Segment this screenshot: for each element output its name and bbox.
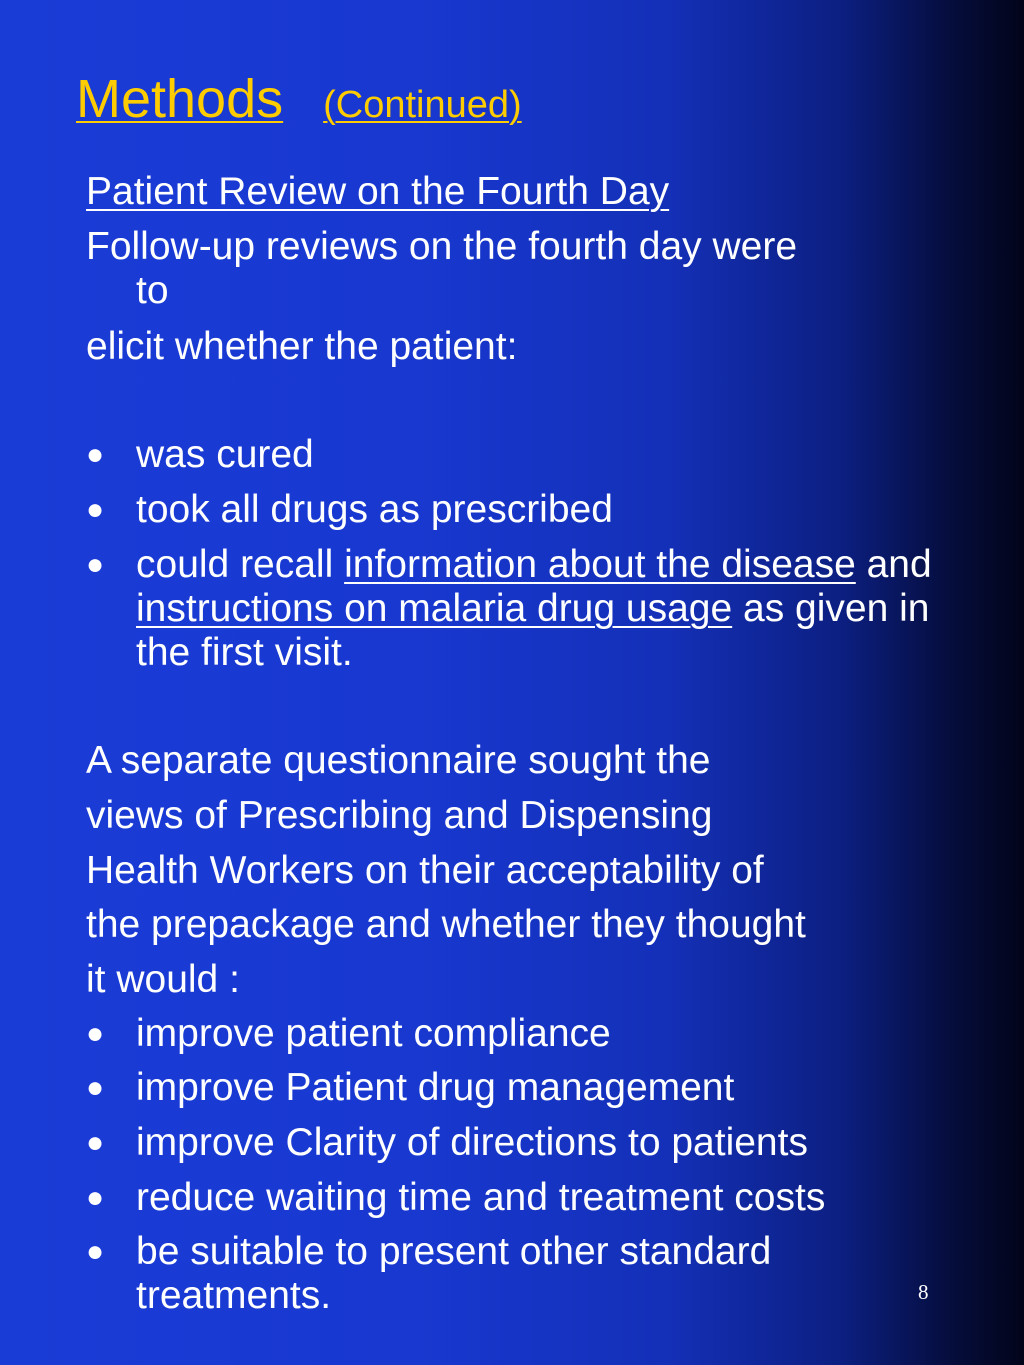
intro-line-1: Follow-up reviews on the fourth day were to xyxy=(86,225,798,312)
title-subtitle: (Continued) xyxy=(323,84,522,126)
list-item-text: improve Clarity of directions to patients xyxy=(136,1121,808,1164)
questionnaire-line: A separate questionnaire sought the xyxy=(86,739,711,782)
questionnaire-line: it would : xyxy=(86,958,240,1001)
questionnaire-line: Health Workers on their acceptability of xyxy=(86,849,764,892)
bullet-icon: ● xyxy=(86,1126,105,1159)
bullet-icon: ● xyxy=(86,1017,105,1050)
questionnaire-line: views of Prescribing and Dispensing xyxy=(86,794,713,837)
bullet-icon: ● xyxy=(86,438,105,471)
bullet-icon: ● xyxy=(86,1071,105,1104)
list-item-text: could recall information about the disease and instructions on malaria drug usage as given in the first visit. xyxy=(136,543,932,674)
list-item-text: took all drugs as prescribed xyxy=(136,488,613,531)
list-item-text: reduce waiting time and treatment costs xyxy=(136,1176,826,1219)
underlined-phrase: instructions on malaria drug usage xyxy=(136,587,733,630)
questionnaire-line: the prepackage and whether they thought xyxy=(86,903,806,946)
slide-title xyxy=(76,69,522,129)
list-item-text: be suitable to present other standard treatments. xyxy=(136,1230,772,1317)
bullet-icon: ● xyxy=(86,493,105,526)
page-number: 8 xyxy=(918,1280,929,1304)
bullet-icon: ● xyxy=(86,548,105,581)
intro-line-1-continuation: to xyxy=(136,269,169,312)
bullet-icon: ● xyxy=(86,1181,105,1214)
list-item-text: was cured xyxy=(136,433,314,476)
bullet-icon: ● xyxy=(86,1235,105,1268)
list-item-text: improve Patient drug management xyxy=(136,1066,735,1109)
list-item-text: improve patient compliance xyxy=(136,1012,611,1055)
underlined-phrase: information about the disease xyxy=(344,543,856,586)
title-main: Methods xyxy=(76,69,284,129)
intro-line-2: elicit whether the patient: xyxy=(86,325,518,368)
section-heading: Patient Review on the Fourth Day xyxy=(86,170,670,213)
